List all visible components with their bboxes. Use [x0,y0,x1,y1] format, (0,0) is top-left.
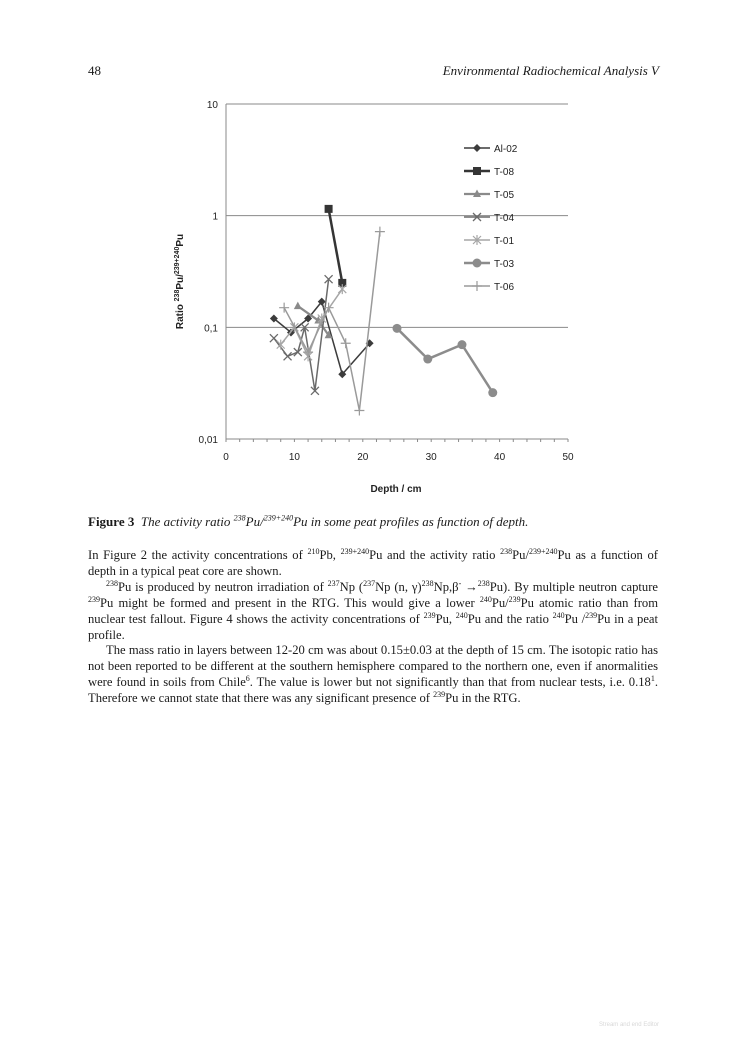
legend-entry [464,281,514,293]
data-point-circle [423,355,432,364]
paragraph: The mass ratio in layers between 12-20 cm was about 0.15±0.03 at the depth of 15 cm. The isotopic ratio has not been reported to be different at the southern hemisphere compared to the northern one, even if anormalities were found in soils from Chile$^6$. The value is lower but not significantly than that from nuclear tests, i.e. 0.18$^1$. Therefore we cannot state that there was any significant presence of $^{239}$Pu in the RTG. [88,643,658,706]
legend-label: T-06 [494,282,515,293]
legend-entry [464,259,514,271]
series-line [329,209,343,283]
series-t-06 [279,227,385,416]
x-tick-label: 0 [223,452,229,463]
data-point-circle [393,324,402,333]
legend-label: T-05 [494,190,515,201]
data-point-x [284,352,292,360]
y-axis-label [174,234,186,329]
y-axis-label-part: Pu [175,233,186,247]
data-point-diamond [473,144,481,152]
data-point-plus [279,303,289,313]
x-axis-label: Depth / cm [370,484,422,495]
x-tick-label: 40 [494,452,506,463]
ratio-depth-chart [0,0,745,520]
legend-entry [464,167,514,178]
y-tick-label: 0,01 [198,435,218,446]
legend-label: Al-02 [494,144,518,155]
series-t-03 [393,324,498,397]
data-point-square [325,205,333,213]
figure-caption [88,514,663,530]
series-t-08 [325,205,347,287]
x-tick-label: 20 [357,452,369,463]
series-line [284,232,380,411]
data-point-triangle [294,302,302,310]
data-point-plus [375,227,385,237]
page-number: 48 [88,63,101,78]
legend-label: T-01 [494,236,515,247]
paragraph: In Figure 2 the activity concentrations of $^{210}$Pb, $^{239+240}$Pu and the activity ratio $^{238}$Pu/$^{239+240}$Pu as a function of depth in a typical peat core are shown. [88,546,658,578]
y-axis-label-part: 238 [174,289,181,302]
data-point-plus [472,281,482,291]
data-point-circle [473,259,482,268]
x-tick-label: 30 [425,452,437,463]
legend-entry [464,213,514,224]
x-tick-label: 50 [562,452,574,463]
data-point-plus [354,405,364,415]
y-tick-label: 10 [206,100,218,111]
data-point-square [473,167,481,175]
y-tick-label: 1 [212,211,218,223]
figure-label: Figure 3 [88,514,135,529]
y-tick-label: 0,1 [204,323,218,335]
x-tick-label: 10 [288,452,300,463]
y-axis-label-part: Ratio [175,301,186,330]
series-line [397,328,493,392]
paragraph: $^{238}$Pu is produced by neutron irradiation of $^{237}$Np ($^{237}$Np (n, γ)$^{238}$Np,β- →$^{238}$Pu). By multiple neutron capture $^{239}$Pu might be formed and present in the RTG. This would give a lower $^{240}$Pu/$^{239}$Pu atomic ratio than from nuclear test fallout. Figure 4 shows the activity concentrations of $^{239}$Pu, $^{240}$Pu and the ratio $^{240}$Pu /$^{239}$Pu in a peat profile. [88,578,659,642]
legend-entry [464,144,518,155]
data-point-circle [488,388,497,397]
series-line [274,279,329,391]
data-point-star [338,284,346,294]
legend-entry [464,190,514,202]
legend-label: T-03 [494,259,515,270]
running-title: Environmental Radiochemical Analysis V [442,63,659,78]
figure-caption-text: The activity ratio $^{238}$Pu/$^{239+240}$Pu in some peat profiles as function of depth. [140,513,529,529]
y-axis-label-part: Pu/ [175,274,186,290]
legend-label: T-08 [494,167,515,178]
legend-label: T-04 [494,213,515,224]
legend-entry [464,235,514,247]
series-t-04 [270,275,333,395]
y-axis-label-part: 239+240 [174,246,181,275]
data-point-plus [341,338,351,348]
body-text [88,548,658,707]
data-point-circle [457,340,466,349]
watermark: Stream and end Editor [598,1022,659,1028]
